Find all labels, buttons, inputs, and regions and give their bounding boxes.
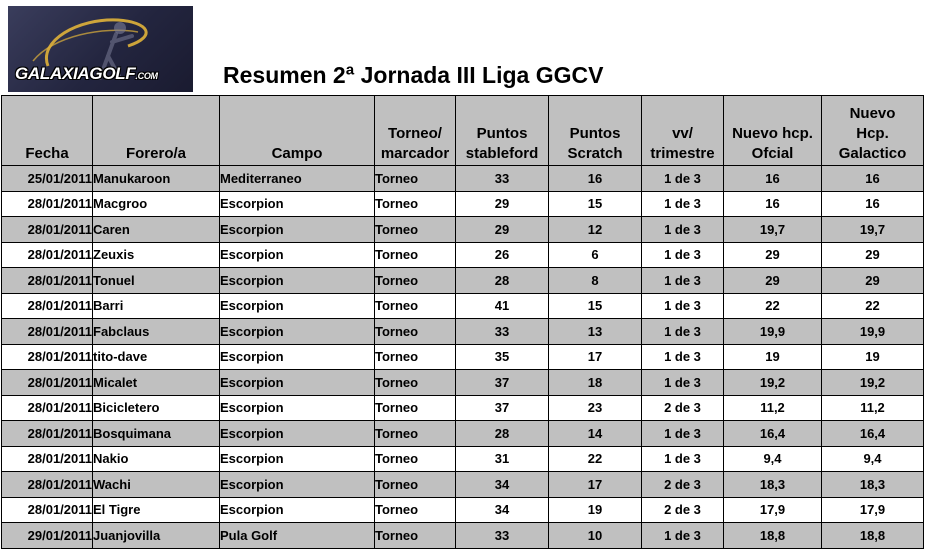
header-forero: Forero/a — [93, 96, 220, 166]
header-vv-trimestre: vv/ trimestre — [642, 96, 724, 166]
cell-forero: Bosquimana — [93, 421, 220, 447]
table-row — [2, 191, 924, 217]
cell-nuevo-hcp-oficial: 16 — [724, 166, 822, 192]
cell-campo: Escorpion — [220, 395, 375, 421]
cell-puntos-stableford: 33 — [456, 166, 549, 192]
cell-forero: Macgroo — [93, 191, 220, 217]
cell-nuevo-hcp-galactico: 16 — [822, 166, 924, 192]
table-row — [2, 421, 924, 447]
cell-puntos-scratch: 15 — [549, 293, 642, 319]
cell-torneo: Torneo — [375, 319, 456, 345]
cell-nuevo-hcp-galactico: 19,7 — [822, 217, 924, 243]
cell-nuevo-hcp-oficial: 22 — [724, 293, 822, 319]
cell-forero: Micalet — [93, 370, 220, 396]
cell-campo: Escorpion — [220, 242, 375, 268]
cell-campo: Escorpion — [220, 497, 375, 523]
cell-puntos-stableford: 41 — [456, 293, 549, 319]
header-nuevo-hcp-oficial: Nuevo hcp. Ofcial — [724, 96, 822, 166]
cell-puntos-stableford: 29 — [456, 217, 549, 243]
cell-puntos-stableford: 28 — [456, 268, 549, 294]
cell-vv-trimestre: 1 de 3 — [642, 319, 724, 345]
logo-text: GALAXIAGOLF.COM — [15, 64, 158, 83]
page-title: Resumen 2ª Jornada III Liga GGCV — [223, 62, 604, 88]
cell-torneo: Torneo — [375, 268, 456, 294]
results-table — [1, 95, 924, 549]
cell-torneo: Torneo — [375, 191, 456, 217]
cell-puntos-stableford: 29 — [456, 191, 549, 217]
header-campo: Campo — [220, 96, 375, 166]
cell-puntos-scratch: 15 — [549, 191, 642, 217]
cell-forero: Juanjovilla — [93, 523, 220, 549]
cell-vv-trimestre: 2 de 3 — [642, 395, 724, 421]
cell-campo: Escorpion — [220, 370, 375, 396]
cell-fecha: 28/01/2011 — [2, 497, 93, 523]
cell-nuevo-hcp-galactico: 29 — [822, 242, 924, 268]
cell-campo: Escorpion — [220, 191, 375, 217]
cell-nuevo-hcp-oficial: 16,4 — [724, 421, 822, 447]
cell-fecha: 28/01/2011 — [2, 293, 93, 319]
cell-fecha: 28/01/2011 — [2, 472, 93, 498]
cell-nuevo-hcp-oficial: 9,4 — [724, 446, 822, 472]
table-body — [2, 166, 924, 549]
cell-vv-trimestre: 1 de 3 — [642, 217, 724, 243]
cell-puntos-scratch: 10 — [549, 523, 642, 549]
cell-puntos-scratch: 16 — [549, 166, 642, 192]
cell-torneo: Torneo — [375, 370, 456, 396]
cell-vv-trimestre: 1 de 3 — [642, 166, 724, 192]
header-fecha: Fecha — [2, 96, 93, 166]
cell-puntos-scratch: 22 — [549, 446, 642, 472]
cell-campo: Escorpion — [220, 268, 375, 294]
cell-nuevo-hcp-galactico: 17,9 — [822, 497, 924, 523]
cell-nuevo-hcp-galactico: 11,2 — [822, 395, 924, 421]
cell-campo: Escorpion — [220, 319, 375, 345]
cell-vv-trimestre: 2 de 3 — [642, 497, 724, 523]
cell-fecha: 25/01/2011 — [2, 166, 93, 192]
cell-campo: Escorpion — [220, 344, 375, 370]
cell-vv-trimestre: 1 de 3 — [642, 523, 724, 549]
cell-fecha: 28/01/2011 — [2, 268, 93, 294]
cell-campo: Escorpion — [220, 446, 375, 472]
cell-forero: tito-dave — [93, 344, 220, 370]
cell-nuevo-hcp-oficial: 19 — [724, 344, 822, 370]
cell-vv-trimestre: 1 de 3 — [642, 446, 724, 472]
table-row — [2, 523, 924, 549]
table-row — [2, 293, 924, 319]
cell-nuevo-hcp-galactico: 29 — [822, 268, 924, 294]
table-row — [2, 472, 924, 498]
cell-campo: Pula Golf — [220, 523, 375, 549]
cell-puntos-scratch: 23 — [549, 395, 642, 421]
cell-forero: Nakio — [93, 446, 220, 472]
cell-nuevo-hcp-galactico: 16,4 — [822, 421, 924, 447]
cell-puntos-stableford: 28 — [456, 421, 549, 447]
cell-vv-trimestre: 1 de 3 — [642, 421, 724, 447]
table-row — [2, 166, 924, 192]
cell-forero: Barri — [93, 293, 220, 319]
cell-puntos-scratch: 8 — [549, 268, 642, 294]
cell-campo: Escorpion — [220, 293, 375, 319]
cell-forero: Fabclaus — [93, 319, 220, 345]
cell-nuevo-hcp-oficial: 19,7 — [724, 217, 822, 243]
cell-campo: Escorpion — [220, 472, 375, 498]
cell-forero: Wachi — [93, 472, 220, 498]
cell-puntos-scratch: 14 — [549, 421, 642, 447]
cell-nuevo-hcp-galactico: 16 — [822, 191, 924, 217]
cell-vv-trimestre: 1 de 3 — [642, 268, 724, 294]
table-row — [2, 497, 924, 523]
cell-torneo: Torneo — [375, 395, 456, 421]
cell-fecha: 28/01/2011 — [2, 421, 93, 447]
table-row — [2, 242, 924, 268]
cell-torneo: Torneo — [375, 344, 456, 370]
cell-fecha: 28/01/2011 — [2, 370, 93, 396]
cell-puntos-scratch: 19 — [549, 497, 642, 523]
cell-fecha: 28/01/2011 — [2, 446, 93, 472]
cell-puntos-scratch: 17 — [549, 472, 642, 498]
cell-puntos-stableford: 33 — [456, 319, 549, 345]
cell-fecha: 28/01/2011 — [2, 217, 93, 243]
cell-campo: Escorpion — [220, 421, 375, 447]
table-row — [2, 319, 924, 345]
cell-torneo: Torneo — [375, 523, 456, 549]
cell-fecha: 28/01/2011 — [2, 242, 93, 268]
cell-nuevo-hcp-galactico: 19,9 — [822, 319, 924, 345]
cell-vv-trimestre: 1 de 3 — [642, 370, 724, 396]
header-puntos-stableford: Puntos stableford — [456, 96, 549, 166]
cell-nuevo-hcp-oficial: 29 — [724, 242, 822, 268]
cell-puntos-stableford: 35 — [456, 344, 549, 370]
cell-puntos-scratch: 12 — [549, 217, 642, 243]
cell-vv-trimestre: 2 de 3 — [642, 472, 724, 498]
cell-torneo: Torneo — [375, 497, 456, 523]
table-row — [2, 370, 924, 396]
cell-fecha: 28/01/2011 — [2, 191, 93, 217]
cell-puntos-stableford: 26 — [456, 242, 549, 268]
cell-nuevo-hcp-oficial: 19,2 — [724, 370, 822, 396]
cell-puntos-stableford: 31 — [456, 446, 549, 472]
cell-puntos-scratch: 13 — [549, 319, 642, 345]
cell-torneo: Torneo — [375, 217, 456, 243]
cell-forero: Bicicletero — [93, 395, 220, 421]
cell-fecha: 28/01/2011 — [2, 344, 93, 370]
cell-torneo: Torneo — [375, 166, 456, 192]
header-puntos-scratch: Puntos Scratch — [549, 96, 642, 166]
cell-puntos-scratch: 17 — [549, 344, 642, 370]
cell-forero: Manukaroon — [93, 166, 220, 192]
cell-nuevo-hcp-galactico: 19 — [822, 344, 924, 370]
cell-puntos-stableford: 34 — [456, 472, 549, 498]
table-row — [2, 446, 924, 472]
cell-fecha: 29/01/2011 — [2, 523, 93, 549]
cell-puntos-stableford: 37 — [456, 395, 549, 421]
cell-nuevo-hcp-oficial: 18,8 — [724, 523, 822, 549]
cell-nuevo-hcp-galactico: 18,8 — [822, 523, 924, 549]
cell-nuevo-hcp-galactico: 22 — [822, 293, 924, 319]
table-row — [2, 395, 924, 421]
cell-nuevo-hcp-oficial: 19,9 — [724, 319, 822, 345]
cell-forero: Zeuxis — [93, 242, 220, 268]
cell-torneo: Torneo — [375, 472, 456, 498]
cell-nuevo-hcp-galactico: 9,4 — [822, 446, 924, 472]
cell-fecha: 28/01/2011 — [2, 395, 93, 421]
cell-puntos-stableford: 34 — [456, 497, 549, 523]
galaxiagolf-logo — [8, 6, 193, 92]
cell-puntos-stableford: 37 — [456, 370, 549, 396]
cell-puntos-scratch: 6 — [549, 242, 642, 268]
header-nuevo-hcp-galactico: Nuevo Hcp. Galactico — [822, 96, 924, 166]
cell-forero: Tonuel — [93, 268, 220, 294]
cell-torneo: Torneo — [375, 421, 456, 447]
cell-fecha: 28/01/2011 — [2, 319, 93, 345]
cell-vv-trimestre: 1 de 3 — [642, 242, 724, 268]
cell-vv-trimestre: 1 de 3 — [642, 344, 724, 370]
cell-nuevo-hcp-oficial: 29 — [724, 268, 822, 294]
cell-torneo: Torneo — [375, 293, 456, 319]
cell-nuevo-hcp-oficial: 11,2 — [724, 395, 822, 421]
cell-torneo: Torneo — [375, 242, 456, 268]
header-torneo: Torneo/ marcador — [375, 96, 456, 166]
table-row — [2, 268, 924, 294]
cell-nuevo-hcp-galactico: 19,2 — [822, 370, 924, 396]
cell-campo: Escorpion — [220, 217, 375, 243]
table-row — [2, 217, 924, 243]
cell-nuevo-hcp-galactico: 18,3 — [822, 472, 924, 498]
cell-nuevo-hcp-oficial: 17,9 — [724, 497, 822, 523]
table-header-row — [2, 96, 924, 166]
cell-vv-trimestre: 1 de 3 — [642, 191, 724, 217]
cell-torneo: Torneo — [375, 446, 456, 472]
cell-forero: Caren — [93, 217, 220, 243]
table-row — [2, 344, 924, 370]
cell-nuevo-hcp-oficial: 16 — [724, 191, 822, 217]
cell-campo: Mediterraneo — [220, 166, 375, 192]
cell-vv-trimestre: 1 de 3 — [642, 293, 724, 319]
cell-forero: El Tigre — [93, 497, 220, 523]
cell-puntos-scratch: 18 — [549, 370, 642, 396]
cell-puntos-stableford: 33 — [456, 523, 549, 549]
cell-nuevo-hcp-oficial: 18,3 — [724, 472, 822, 498]
